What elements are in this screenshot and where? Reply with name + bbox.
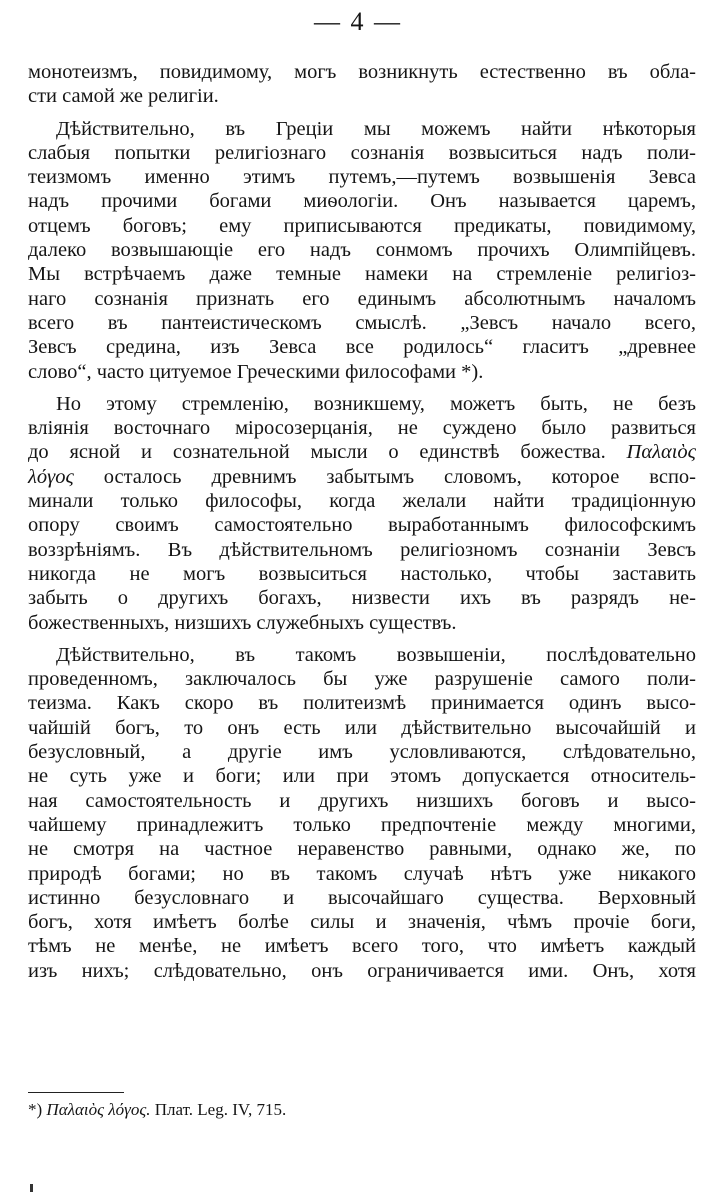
greek-phrase: λόγος	[28, 465, 74, 488]
text-line: наго сознанія признать его единымъ абсолютнымъ началомъ	[28, 287, 696, 310]
text-line: опору своимъ самостоятельно выработаннымъ философскимъ	[28, 514, 696, 537]
text-line: чайшему принадлежитъ только предпочтеніе между многими,	[28, 813, 696, 836]
text-segment: до ясной и сознательной мысли о единствѣ божества.	[28, 441, 606, 464]
text-line: природѣ богами; но въ такомъ случаѣ нѣтъ уже никакого	[28, 862, 696, 885]
text-line: теизмомъ именно этимъ путемъ,—путемъ возвышенія Зевса	[28, 166, 696, 189]
text-line: изъ нихъ; слѣдовательно, онъ ограничивается ими. Онъ, хотя	[28, 959, 696, 982]
greek-phrase: Παλαιὸς	[626, 441, 696, 464]
footnote-reference: Плат. Leg. IV, 715.	[154, 1100, 287, 1119]
text-line: безусловный, а другіе имъ условливаются, слѣдовательно,	[28, 741, 696, 764]
footnote-greek: Παλαιὸς λόγος.	[46, 1100, 151, 1119]
body-text	[28, 60, 696, 991]
text-line: отцемъ боговъ; ему приписываются предикаты, повидимому,	[28, 214, 696, 237]
paragraph-4	[28, 643, 696, 983]
text-segment: осталось древнимъ забытымъ словомъ, которое вспо-	[103, 465, 696, 488]
text-line: проведенномъ, заключалось бы уже разрушеніе самого поли-	[28, 668, 696, 691]
text-line: Зевсъ средина, изъ Зевса все родилось“ гласитъ „древнее	[28, 336, 696, 359]
text-line: вліянія восточнаго міросозерцанія, не суждено было развиться	[28, 417, 696, 440]
text-line-with-greek	[28, 440, 696, 464]
print-mark	[30, 1184, 33, 1192]
text-line: Но этому стремленію, возникшему, можетъ быть, не безъ	[56, 392, 696, 415]
text-line: чайшій богъ, то онъ есть или дѣйствительно высочайшій и	[28, 716, 696, 739]
text-line: божественныхъ, низшихъ служебныхъ существъ.	[28, 611, 457, 634]
text-line: богъ, хотя имѣетъ болѣе силы и значенія, чѣмъ прочіе боги,	[28, 911, 696, 934]
paragraph-3	[28, 392, 696, 635]
text-line: Дѣйствительно, въ Греціи мы можемъ найти нѣкоторыя	[56, 117, 696, 140]
text-line: слово“, часто цитуемое Греческими философами *).	[28, 360, 484, 383]
text-line: монотеизмъ, повидимому, могъ возникнуть естественно въ обла-	[28, 61, 696, 83]
text-line: далеко возвышающіе его надъ сонмомъ прочихъ Олимпійцевъ.	[28, 239, 696, 262]
text-line: забыть о другихъ богахъ, низвести ихъ въ разрядъ не-	[28, 587, 696, 610]
text-line: истинно безусловнаго и высочайшаго существа. Верховный	[28, 886, 696, 909]
text-line: ная самостоятельность и другихъ низшихъ боговъ и высо-	[28, 789, 696, 812]
paragraph-2	[28, 117, 696, 384]
page-number: — 4 —	[314, 7, 402, 36]
footnote-marker: *)	[28, 1100, 43, 1119]
footnote	[28, 1100, 286, 1120]
text-line: сти самой же религіи.	[28, 85, 219, 108]
footnote-divider	[28, 1092, 124, 1093]
text-line: не смотря на частное неравенство равными, однако же, по	[28, 838, 696, 861]
text-line: никогда не могъ возвыситься настолько, чтобы заставить	[28, 562, 696, 585]
text-line: теизма. Какъ скоро въ политеизмѣ принимается одинъ высо-	[28, 692, 696, 715]
text-line: воззрѣніямъ. Въ дѣйствительномъ религіозномъ сознаніи Зевсъ	[28, 538, 696, 561]
text-line: надъ прочими богами миѳологіи. Онъ называется царемъ,	[28, 190, 696, 213]
text-line: слабыя попытки религіознаго сознанія возвыситься надъ поли-	[28, 141, 696, 164]
text-line: тѣмъ не менѣе, не имѣетъ всего того, что имѣетъ каждый	[28, 935, 696, 958]
paragraph-1	[28, 60, 696, 109]
text-line-with-greek	[28, 465, 696, 489]
text-line: всего въ пантеистическомъ смыслѣ. „Зевсъ начало всего,	[28, 311, 696, 334]
text-line: Мы встрѣчаемъ даже темные намеки на стремленіе религіоз-	[28, 263, 696, 286]
text-line: Дѣйствительно, въ такомъ возвышеніи, послѣдовательно	[56, 643, 696, 666]
text-line: не суть уже и боги; или при этомъ допускается относитель-	[28, 765, 696, 788]
text-line: минали только философы, когда желали найти традиціонную	[28, 490, 696, 513]
